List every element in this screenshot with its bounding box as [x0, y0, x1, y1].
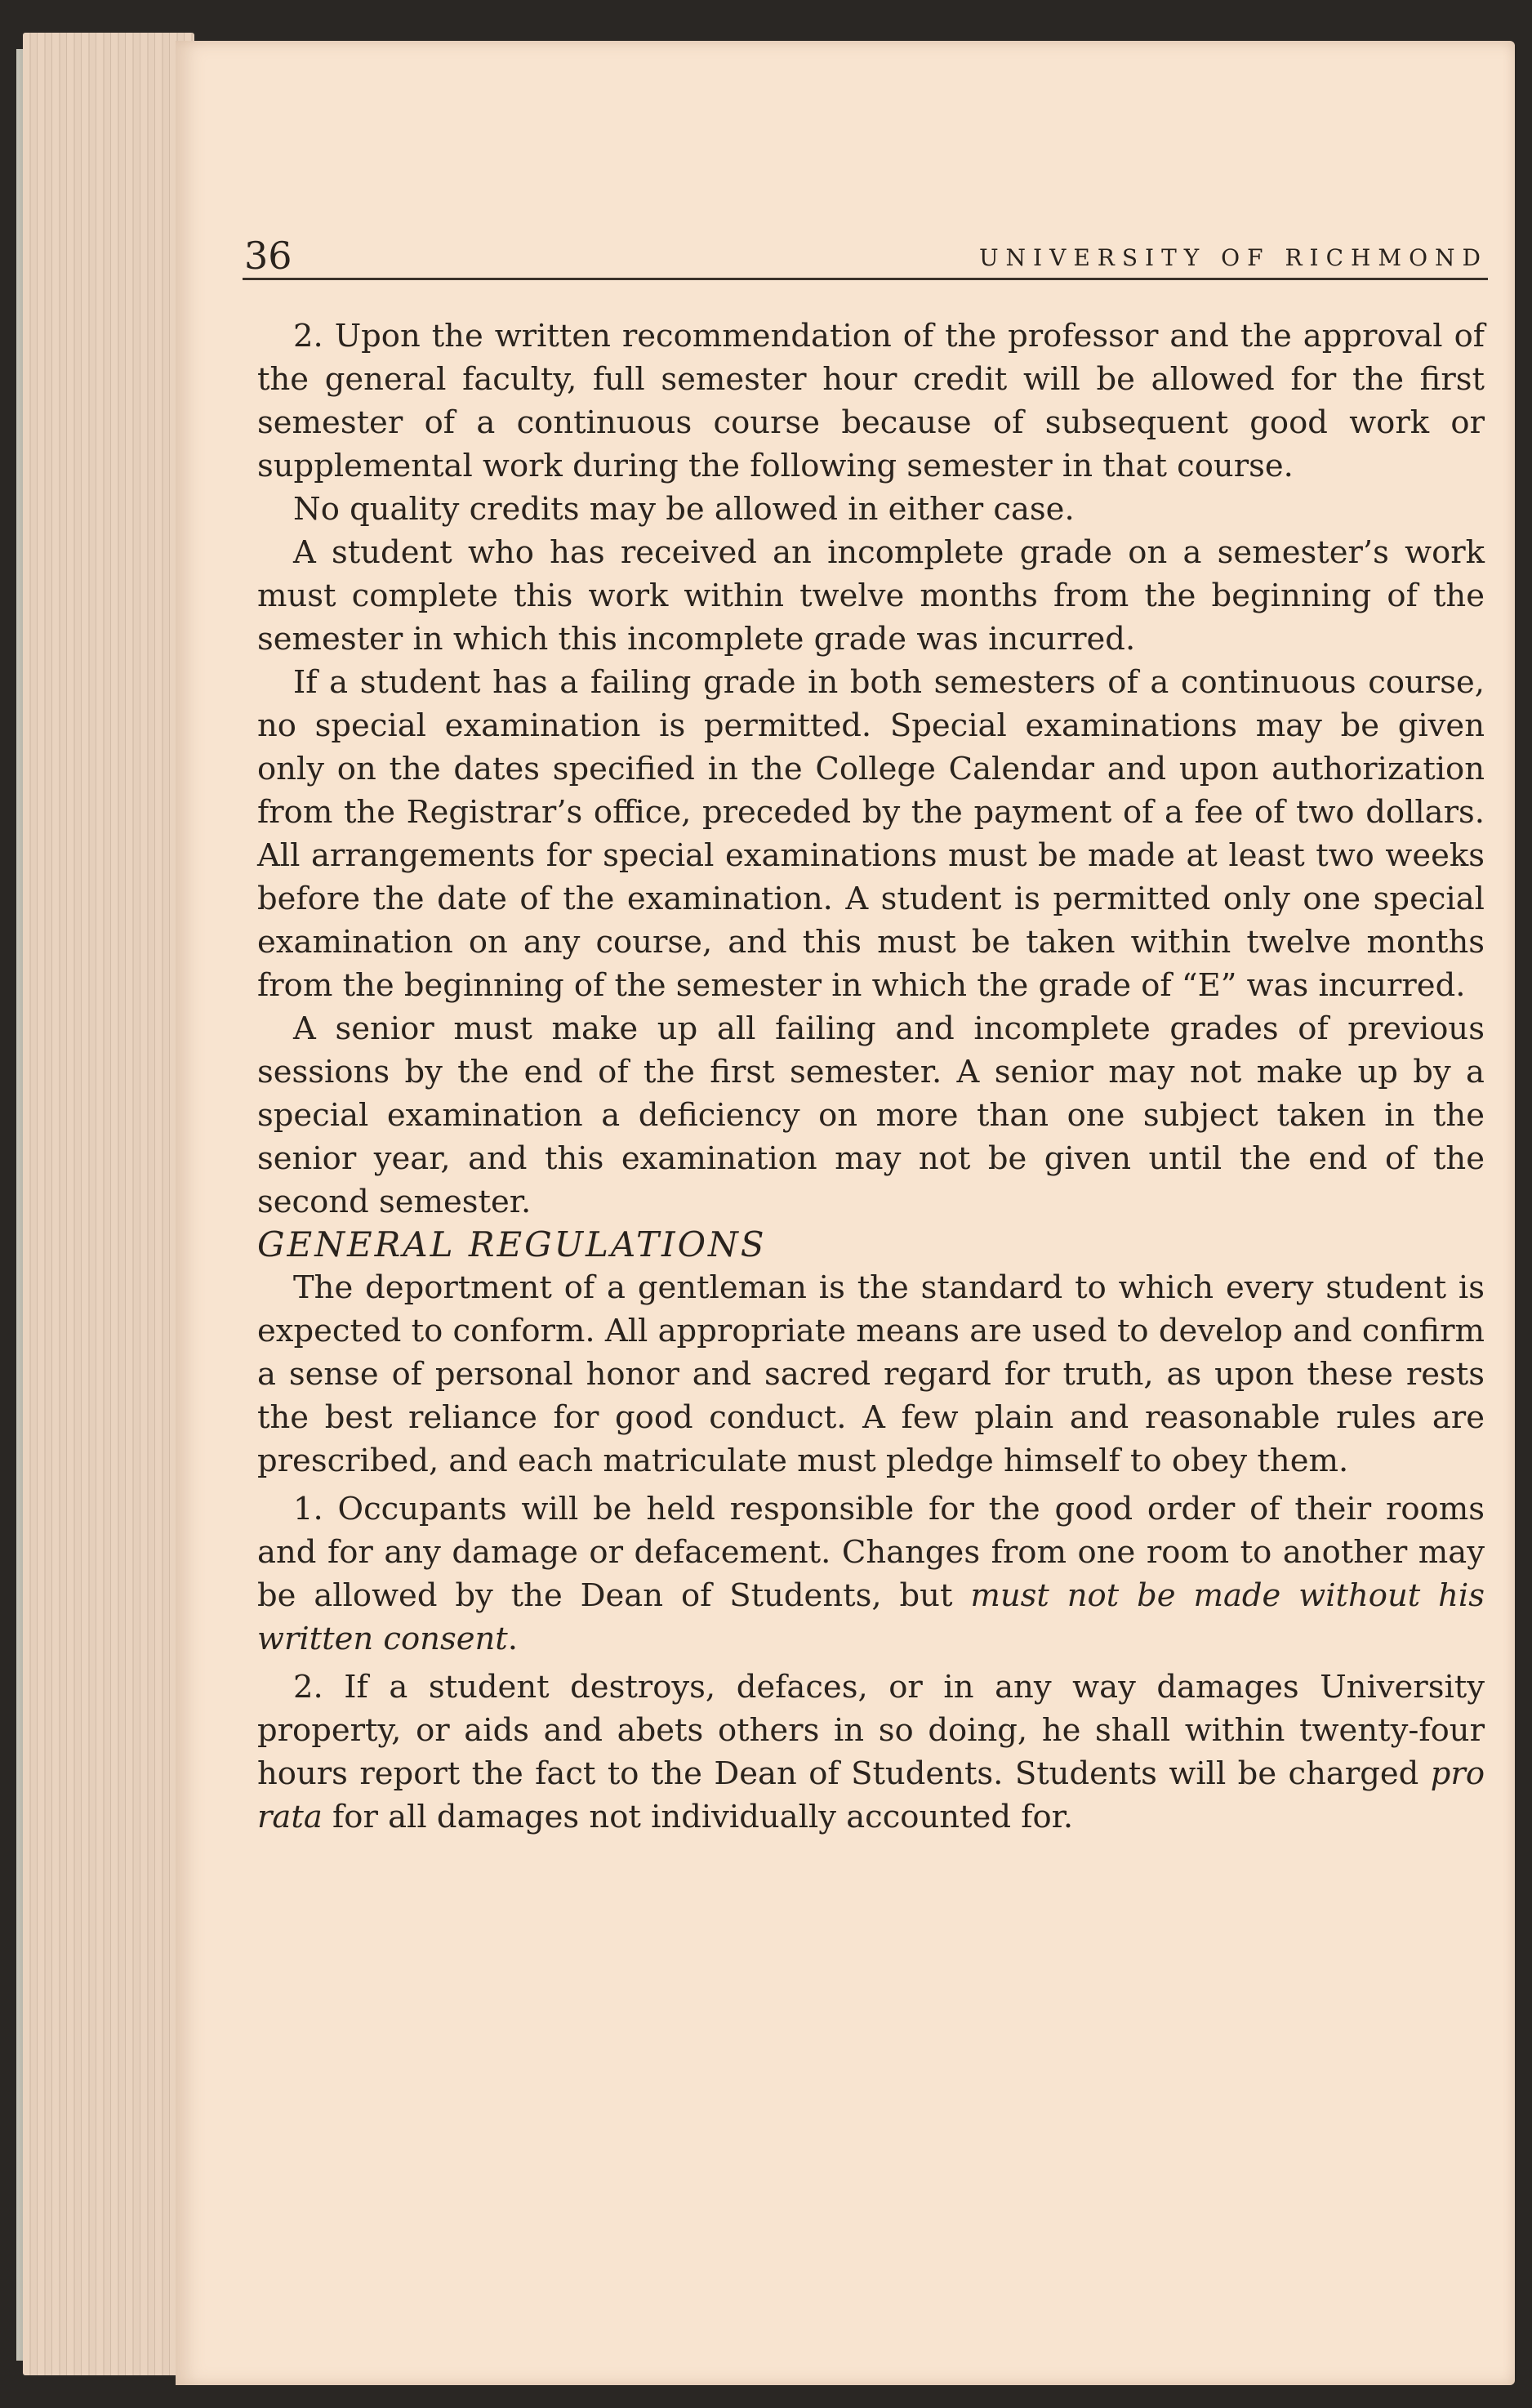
page-content	[243, 221, 1488, 1839]
rule-2-text-a: 2. If a student destroys, defaces, or in any way damages University property, or aids and abets others in so doing, he shall within twenty-four hours report the fact to the Dean of Students. Students will be charged	[257, 1669, 1485, 1792]
rule-2-text-b: for all damages not individually accounted for.	[322, 1799, 1074, 1835]
stacked-page-edges	[23, 33, 194, 2375]
rule-1-end: .	[507, 1621, 519, 1657]
rule-1-paragraph	[257, 1487, 1485, 1661]
paragraph-quality-credits: No quality credits may be allowed in either case.	[293, 491, 1075, 528]
rule-2-emphasis: pro rata	[257, 1755, 1485, 1835]
paragraph-special-examination: If a student has a failing grade in both semesters of a continuous course, no special examination is permitted. Special examinations may be given only on the dates specified in the College Calendar and upon authorization from the Registrar’s office, preceded by the payment of a fee of two dollars. All arrangements for special examinations must be made at least two weeks before the date of the examination. A student is permitted only one special examination on any course, and this must be taken within twelve months from the beginning of the semester in which the grade of “E” was incurred.	[257, 664, 1485, 1004]
paragraph-incomplete-grade: A student who has received an incomplete grade on a semester’s work must complete this work within twelve months from the beginning of the semester in which this incomplete grade was incurred.	[257, 534, 1485, 658]
rule-1-text: 1. Occupants will be held responsible for the good order of their rooms and for any damage or defacement. Changes from one room to another may be allowed by the Dean of Students, but	[257, 1491, 1485, 1614]
running-head: UNIVERSITY OF RICHMOND	[978, 244, 1488, 271]
page-number: 36	[244, 234, 292, 278]
paragraph-senior-grades: A senior must make up all failing and incomplete grades of previous sessions by the end of the first semester. A senior may not make up by a special examination a deficiency on more than one subject taken in the senior year, and this examination may not be given until the end of the second semester.	[257, 1010, 1485, 1220]
section-heading-general-regulations: GENERAL REGULATIONS	[257, 1224, 767, 1264]
page-header	[243, 221, 1488, 280]
paragraph-credit-recommendation: 2. Upon the written recommendation of the professor and the approval of the general faculty, full semester hour credit will be allowed for the first semester of a continuous course because of subsequent good work or supplemental work during the following semester in that course.	[257, 318, 1485, 484]
paragraph-deportment: The deportment of a gentleman is the standard to which every student is expected to conform. All appropriate means are used to develop and confirm a sense of personal honor and sacred regard for truth, as upon these rests the best reliance for good conduct. A few plain and reasonable rules are prescribed, and each matriculate must pledge himself to obey them.	[257, 1269, 1485, 1479]
page-body	[243, 314, 1488, 1839]
rule-1-emphasis: must not be made without his written consent	[257, 1577, 1485, 1657]
rule-2-paragraph	[257, 1666, 1485, 1839]
